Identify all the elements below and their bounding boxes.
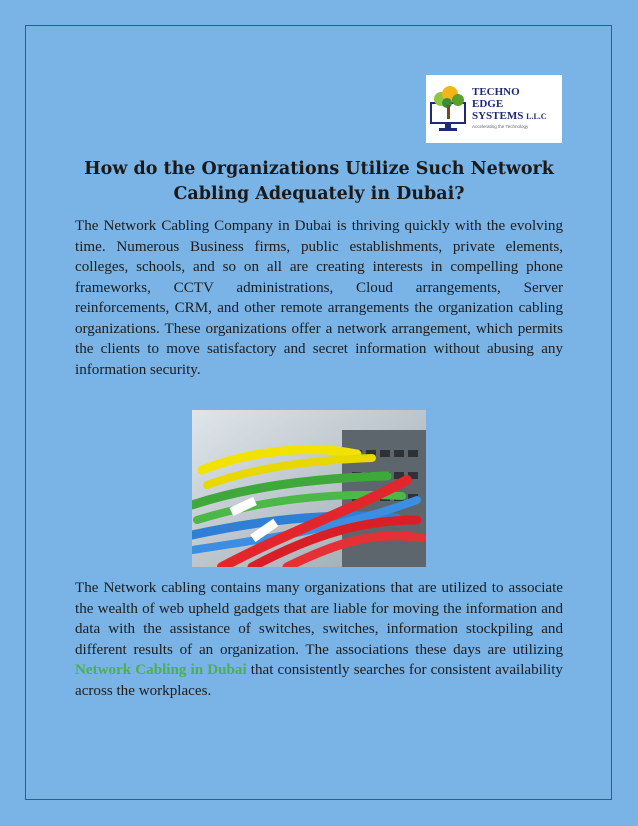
logo-systems: SYSTEMS [472,110,524,122]
network-cabling-dubai-link[interactable]: Network Cabling in Dubai [75,662,247,678]
logo-llc: L.L.C [526,112,547,121]
logo-tagline: Accelerating the Technology [472,124,529,129]
details-paragraph [75,578,563,701]
network-cables-photo [192,410,426,567]
monitor-tree-icon [429,83,467,135]
intro-paragraph: The Network Cabling Company in Dubai is thriving quickly with the evolving time. Numerous Business firms, public establishments, private elements, colleges, schools, and so on all are creating interests in compelling phone frameworks, CCTV administrations, Cloud arrangements, Server reinforcements, CRM, and other remote arrangements the organization cabling organizations. These organizations offer a network arrangement, which permits the clients to move satisfactory and secret information without abusing any information security. [75,218,563,378]
logo-line-techno: TECHNO [472,86,520,98]
company-logo [426,75,562,143]
details-text-after: that consistently searches for consistent availability across the workplaces. [75,662,563,699]
logo-line-systems [472,110,547,123]
page-heading: How do the Organizations Utilize Such Network Cabling Adequately in Dubai? [84,159,554,204]
details-text-before: The Network cabling contains many organizations that are utilized to associate the wealth of web upheld gadgets that are liable for moving the information and data with the assistance of switches, switches, information stockpiling and different results of an organization. The associations these days are utilizing [75,580,563,658]
logo-line-edge: EDGE [472,98,504,110]
